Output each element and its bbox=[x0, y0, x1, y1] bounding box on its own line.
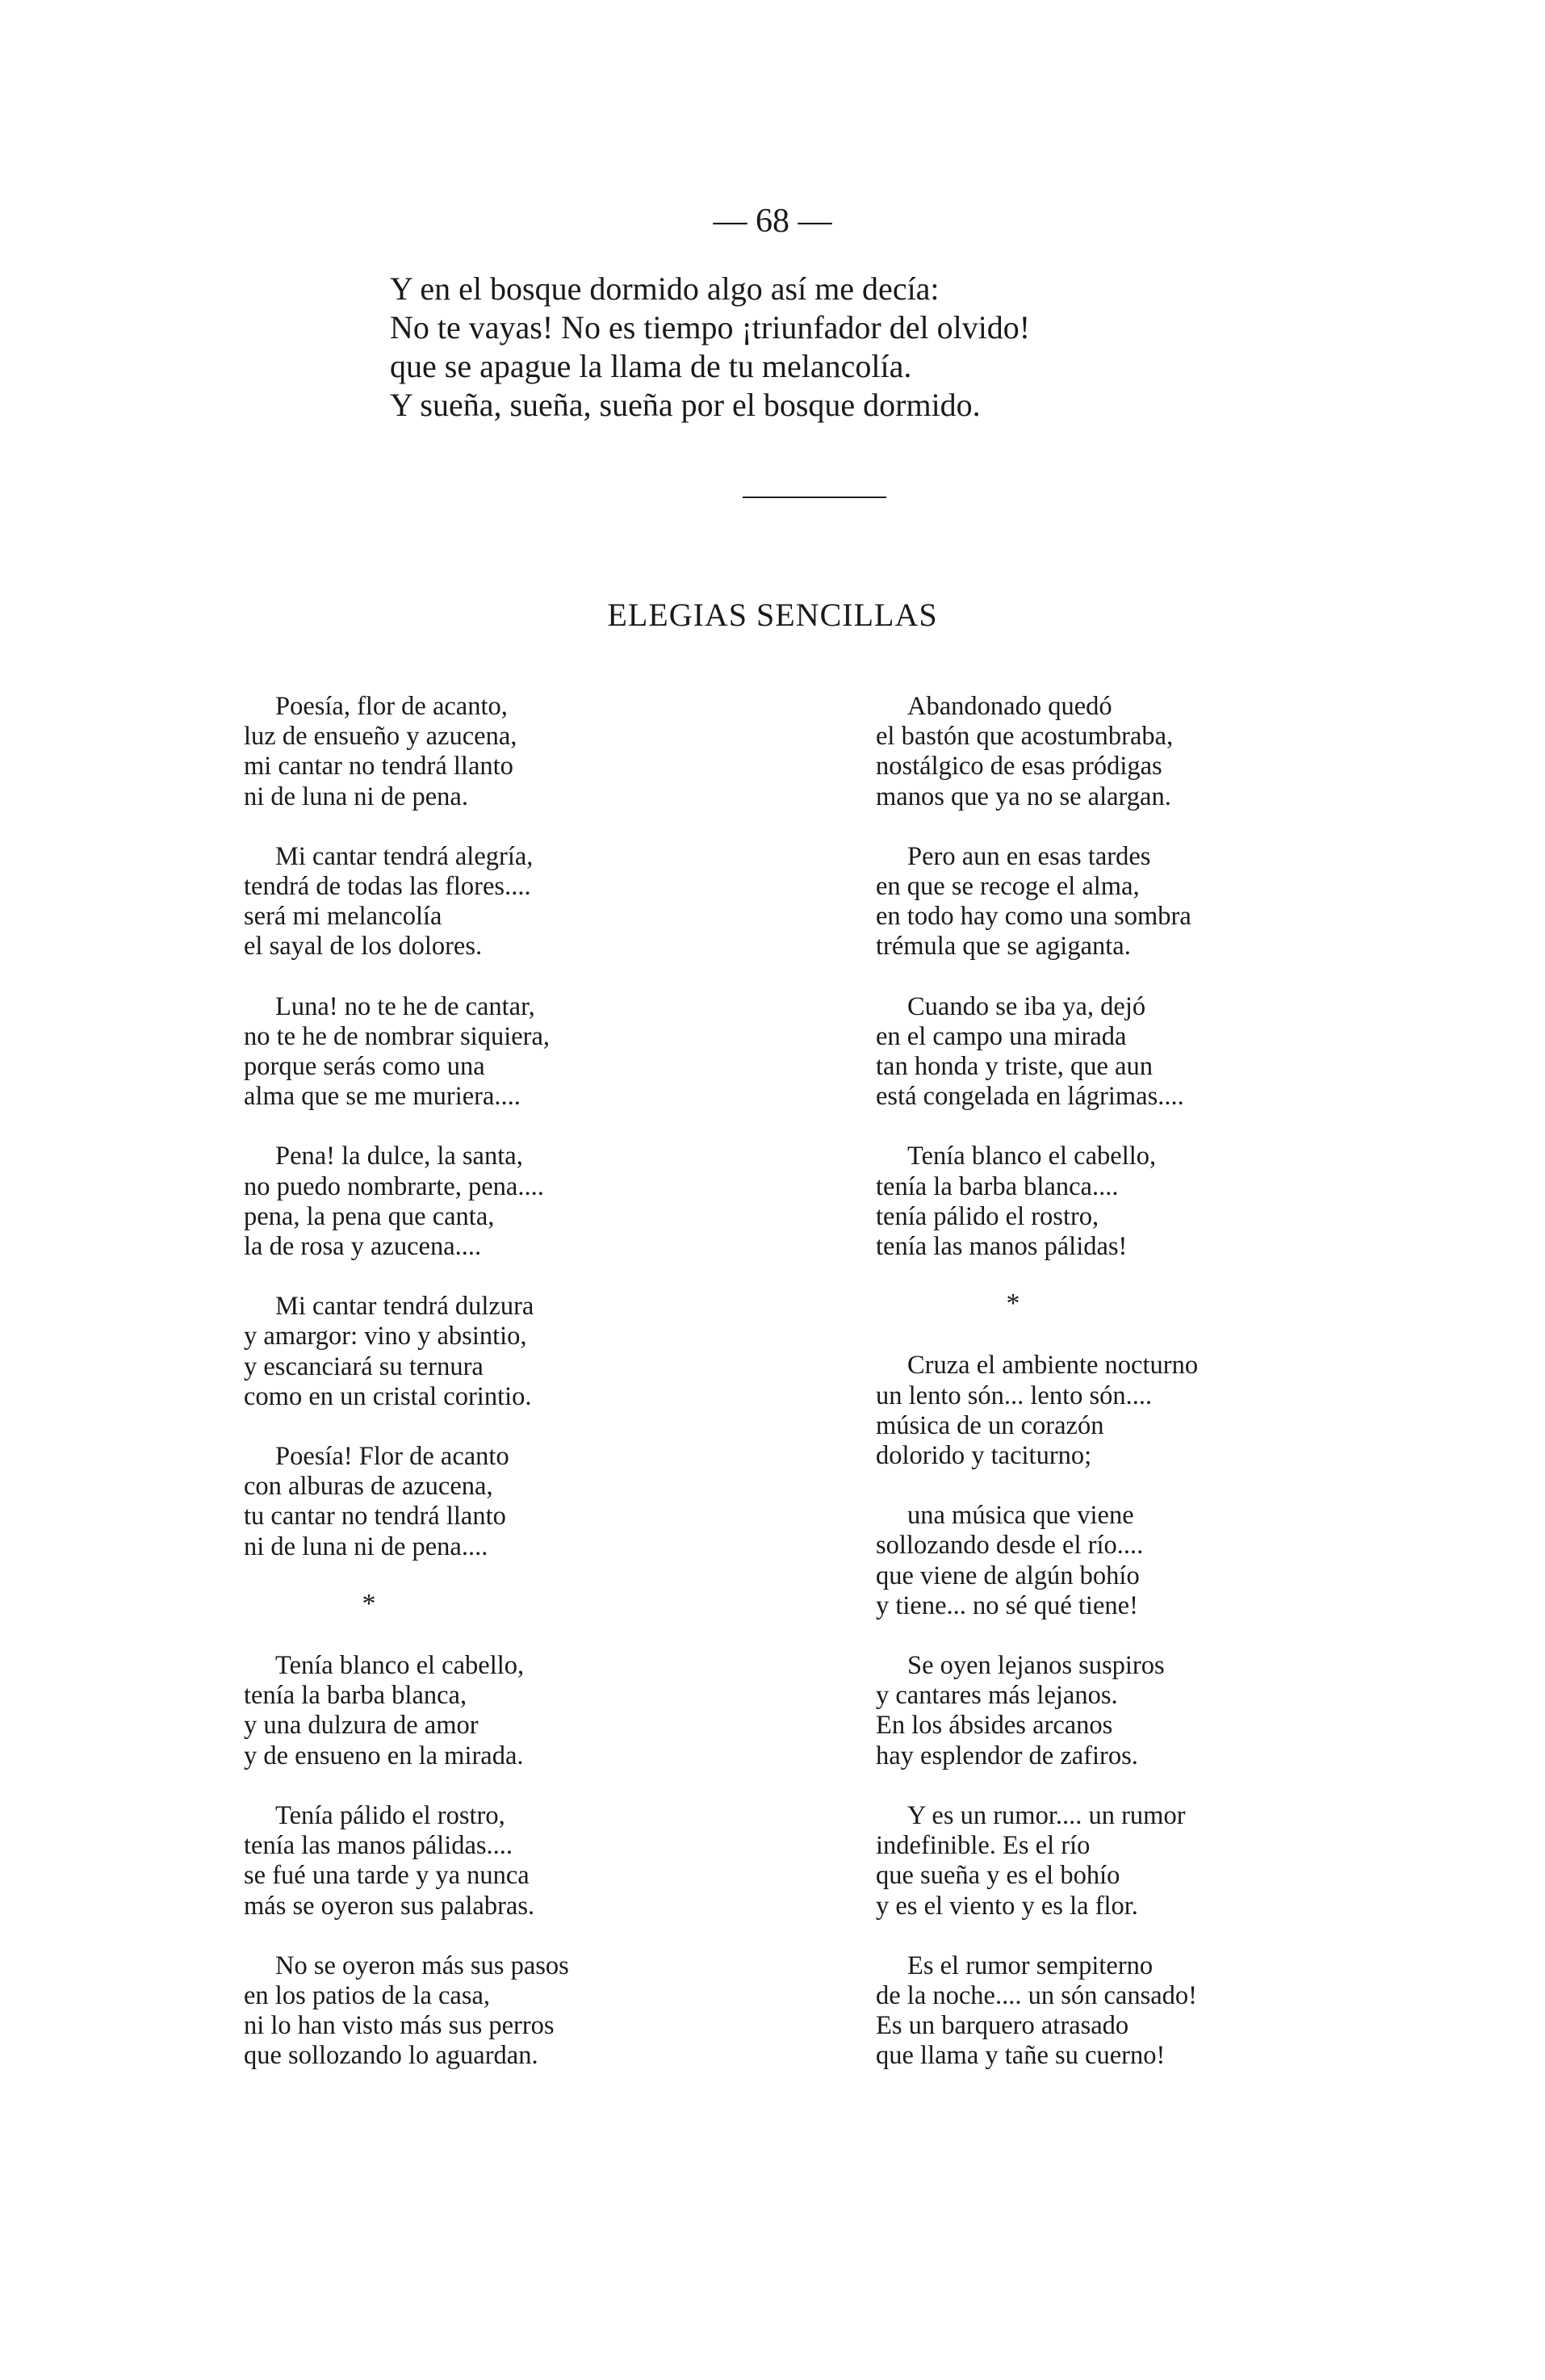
verse-line: indefinible. Es el río bbox=[876, 1831, 1091, 1861]
poem-column-left bbox=[244, 692, 768, 2101]
verse-line: porque serás como una bbox=[244, 1052, 485, 1082]
verse-line: tendrá de todas las flores.... bbox=[244, 872, 531, 902]
verse-line: tenía pálido el rostro, bbox=[876, 1201, 1099, 1231]
verse-line: y escanciará su ternura bbox=[244, 1351, 484, 1381]
verse-line: será mi melancolía bbox=[244, 902, 442, 932]
stanza bbox=[876, 1501, 1441, 1621]
verse-line: trémula que se agiganta. bbox=[876, 932, 1131, 962]
intro-stanza bbox=[390, 270, 1359, 425]
verse-line: tenía las manos pálidas! bbox=[876, 1232, 1128, 1262]
stanza bbox=[244, 1951, 768, 2072]
section-divider bbox=[743, 497, 886, 498]
verse-line: hay esplendor de zafiros. bbox=[876, 1741, 1138, 1770]
verse-line: Y es un rumor.... un rumor bbox=[907, 1800, 1186, 1830]
stanza bbox=[244, 1292, 768, 1412]
verse-line: en todo hay como una sombra bbox=[876, 902, 1191, 932]
intro-line: Y en el bosque dormido algo así me decía: bbox=[390, 270, 940, 307]
verse-line: que sollozando lo aguardan. bbox=[244, 2041, 538, 2071]
verse-line: más se oyeron sus palabras. bbox=[244, 1891, 535, 1921]
stanza bbox=[876, 1951, 1441, 2072]
verse-line: en el campo una mirada bbox=[876, 1021, 1127, 1051]
verse-line: sollozando desde el río.... bbox=[876, 1531, 1144, 1561]
verse-line: y una dulzura de amor bbox=[244, 1711, 479, 1741]
verse-line: Se oyen lejanos suspiros bbox=[907, 1651, 1165, 1681]
verse-line: en que se recoge el alma, bbox=[876, 872, 1140, 902]
verse-line: el sayal de los dolores. bbox=[244, 932, 483, 962]
stanza bbox=[876, 1651, 1441, 1771]
stanza bbox=[244, 1651, 768, 1771]
verse-line: No se oyeron más sus pasos bbox=[275, 1951, 569, 1980]
stanza bbox=[876, 1142, 1441, 1262]
verse-line: como en un cristal corintio. bbox=[244, 1381, 532, 1411]
stanza bbox=[876, 1351, 1441, 1471]
verse-line: Tenía pálido el rostro, bbox=[275, 1800, 505, 1830]
verse-line: con alburas de azucena, bbox=[244, 1472, 493, 1502]
verse-line: mi cantar no tendrá llanto bbox=[244, 752, 513, 781]
verse-line: Pena! la dulce, la santa, bbox=[275, 1142, 523, 1171]
verse-line: Mi cantar tendrá dulzura bbox=[275, 1292, 534, 1322]
verse-line: Pero aun en esas tardes bbox=[907, 841, 1151, 871]
verse-line: Cruza el ambiente nocturno bbox=[907, 1351, 1199, 1381]
stanza bbox=[244, 692, 768, 812]
verse-line: y cantares más lejanos. bbox=[876, 1681, 1118, 1711]
verse-line: está congelada en lágrimas.... bbox=[876, 1082, 1184, 1112]
stanza bbox=[876, 992, 1441, 1112]
stanza bbox=[244, 992, 768, 1112]
verse-line: dolorido y taciturno; bbox=[876, 1441, 1092, 1471]
verse-line: Cuando se iba ya, dejó bbox=[907, 991, 1146, 1021]
section-title: ELEGIAS SENCILLAS bbox=[607, 597, 938, 633]
intro-line: que se apague la llama de tu melancolía. bbox=[390, 348, 912, 384]
stanza bbox=[244, 1442, 768, 1562]
verse-line: Mi cantar tendrá alegría, bbox=[275, 841, 534, 871]
verse-line: luz de ensueño y azucena, bbox=[244, 722, 517, 752]
verse-line: alma que se me muriera.... bbox=[244, 1082, 521, 1112]
verse-line: Abandonado quedó bbox=[907, 692, 1112, 721]
verse-line: tan honda y triste, que aun bbox=[876, 1052, 1153, 1082]
verse-line: tenía la barba blanca.... bbox=[876, 1171, 1119, 1201]
verse-line: tenía las manos pálidas.... bbox=[244, 1831, 513, 1861]
verse-line: tenía la barba blanca, bbox=[244, 1681, 467, 1711]
stanza bbox=[876, 1801, 1441, 1921]
verse-line: que llama y tañe su cuerno! bbox=[876, 2041, 1166, 2071]
verse-line: que sueña y es el bohío bbox=[876, 1861, 1120, 1891]
verse-line: y amargor: vino y absintio, bbox=[244, 1322, 527, 1351]
verse-line: ni de luna ni de pena. bbox=[244, 781, 468, 811]
poem-column-right bbox=[876, 692, 1441, 2101]
stanza bbox=[244, 842, 768, 962]
stanza bbox=[244, 1142, 768, 1262]
verse-line: ni de luna ni de pena.... bbox=[244, 1531, 488, 1561]
verse-line: se fué una tarde y ya nunca bbox=[244, 1861, 530, 1891]
verse-line: en los patios de la casa, bbox=[244, 1980, 491, 2010]
verse-line: que viene de algún bohío bbox=[876, 1561, 1140, 1590]
verse-line: Tenía blanco el cabello, bbox=[275, 1651, 525, 1681]
stanza-separator-asterisk: * bbox=[362, 1588, 376, 1619]
verse-line: de la noche.... un són cansado! bbox=[876, 1980, 1197, 2010]
verse-line: Es un barquero atrasado bbox=[876, 2011, 1129, 2041]
stanza bbox=[876, 842, 1441, 962]
verse-line: nostálgico de esas pródigas bbox=[876, 752, 1162, 781]
verse-line: no te he de nombrar siquiera, bbox=[244, 1021, 551, 1051]
verse-line: Es el rumor sempiterno bbox=[907, 1951, 1154, 1980]
verse-line: y de ensueno en la mirada. bbox=[244, 1741, 524, 1770]
stanza-separator-asterisk: * bbox=[1006, 1288, 1020, 1319]
verse-line: ni lo han visto más sus perros bbox=[244, 2011, 555, 2041]
verse-line: una música que viene bbox=[907, 1501, 1134, 1531]
verse-line: y es el viento y es la flor. bbox=[876, 1891, 1138, 1921]
verse-line: el bastón que acostumbraba, bbox=[876, 722, 1174, 752]
verse-line: no puedo nombrarte, pena.... bbox=[244, 1171, 544, 1201]
verse-line: manos que ya no se alargan. bbox=[876, 781, 1171, 811]
page-number: — 68 — bbox=[713, 203, 832, 240]
stanza bbox=[244, 1801, 768, 1921]
verse-line: y tiene... no sé qué tiene! bbox=[876, 1590, 1138, 1620]
verse-line: Poesía! Flor de acanto bbox=[275, 1442, 509, 1472]
verse-line: En los ábsides arcanos bbox=[876, 1711, 1113, 1741]
verse-line: un lento són... lento són.... bbox=[876, 1381, 1153, 1410]
verse-line: Tenía blanco el cabello, bbox=[907, 1142, 1157, 1171]
verse-line: Luna! no te he de cantar, bbox=[275, 991, 535, 1021]
intro-line: Y sueña, sueña, sueña por el bosque dormido. bbox=[390, 387, 981, 423]
verse-line: pena, la pena que canta, bbox=[244, 1201, 495, 1231]
verse-line: Poesía, flor de acanto, bbox=[275, 692, 508, 721]
verse-line: tu cantar no tendrá llanto bbox=[244, 1502, 506, 1531]
stanza bbox=[876, 692, 1441, 812]
verse-line: la de rosa y azucena.... bbox=[244, 1232, 482, 1262]
verse-line: música de un corazón bbox=[876, 1410, 1104, 1440]
intro-line: No te vayas! No es tiempo ¡triunfador del olvido! bbox=[390, 309, 1031, 346]
